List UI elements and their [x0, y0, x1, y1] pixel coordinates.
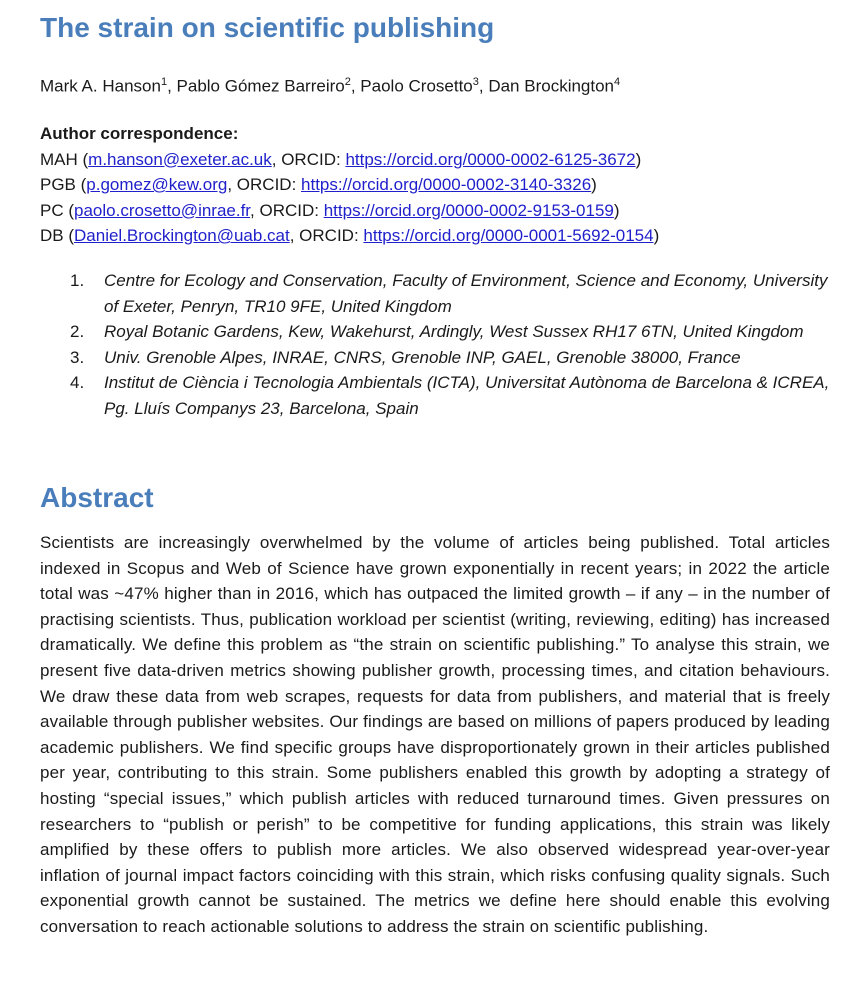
affiliation-item: [70, 345, 840, 371]
abstract-text: Scientists are increasingly overwhelmed by the volume of articles being published. Total articles indexed in Scopus and Web of Science have grown exponentially in recent years; in 2022 the article total was ~47% higher than in 2016, which has outpaced the limited growth – if any – in the number of practising scientists. Thus, publication workload per scientist (writing, reviewing, editing) has increased dramatically. We define this problem as “the strain on scientific publishing.” To analyse this strain, we present five data-driven metrics showing publisher growth, processing times, and citation behaviours. We draw these data from web scrapes, requests for data from publishers, and material that is freely available through publisher websites. Our findings are based on millions of papers produced by leading academic publishers. We find specific groups have disproportionately grown in their articles published per year, contributing to this strain. Some publishers enabled this growth by adopting a strategy of hosting “special issues,” which publish articles with reduced turnaround times. Given pressures on researchers to “publish or perish” to be competitive for funding applications, this strain was likely amplified by these offers to publish more articles. We also observed widespread year-over-year inflation of journal impact factors coinciding with this strain, which risks confusing quality signals. Such exponential growth cannot be sustained. The metrics we define here should enable this evolving conversation to reach actionable solutions to address the strain on scientific publishing.: [40, 533, 830, 936]
affiliation-text: Institut de Ciència i Tecnologia Ambientals (ICTA), Universitat Autònoma de Barcelona & ICREA, Pg. Lluís Companys 23, Barcelona, Spain: [104, 373, 830, 418]
correspondence-entry: DB (Daniel.Brockington@uab.cat, ORCID: https://orcid.org/0000-0001-5692-0154): [40, 226, 660, 245]
affiliation-text: Royal Botanic Gardens, Kew, Wakehurst, Ardingly, West Sussex RH17 6TN, United Kingdom: [104, 322, 804, 341]
author-initials: PC: [40, 200, 64, 220]
author-name: Dan Brockington: [488, 76, 615, 96]
author-name: Pablo Gómez Barreiro: [176, 76, 345, 96]
affiliation-list: [70, 268, 840, 421]
affiliation-number: 4.: [70, 373, 85, 392]
author-affiliation-number: 1: [160, 76, 168, 88]
correspondence-heading: Author correspondence:: [40, 124, 239, 143]
affiliation-item: [70, 268, 840, 319]
email-link[interactable]: Daniel.Brockington@uab.cat: [74, 226, 290, 245]
author-correspondence: [40, 121, 830, 249]
author-affiliation-number: 3: [472, 76, 479, 88]
affiliation-number: 1.: [70, 271, 85, 290]
affiliation-number: 3.: [70, 347, 85, 367]
affiliation-item: [70, 319, 840, 345]
affiliation-item: [70, 370, 840, 421]
author-initials: PGB: [40, 175, 76, 194]
paper-title: The strain on scientific publishing: [40, 12, 495, 43]
correspondence-entry: PGB (p.gomez@kew.org, ORCID: https://orcid.org/0000-0002-3140-3326): [40, 175, 597, 194]
affiliation-number: 2.: [70, 322, 85, 341]
orcid-link[interactable]: https://orcid.org/0000-0002-6125-3672: [345, 149, 636, 169]
correspondence-entry: PC (paolo.crosetto@inrae.fr, ORCID: https://orcid.org/0000-0002-9153-0159): [40, 200, 620, 220]
email-link[interactable]: m.hanson@exeter.ac.uk: [88, 149, 272, 169]
orcid-link[interactable]: https://orcid.org/0000-0001-5692-0154: [363, 226, 654, 245]
author-name: Mark A. Hanson: [40, 76, 161, 96]
author-list: Mark A. Hanson$^1$, Pablo Gómez Barreiro$^2$, Paolo Crosetto$^3$, Dan Brockington$^4$: [40, 76, 621, 96]
email-link[interactable]: paolo.crosetto@inrae.fr: [74, 200, 251, 220]
author-affiliation-number: 4: [614, 76, 621, 88]
affiliation-text: Univ. Grenoble Alpes, INRAE, CNRS, Grenoble INP, GAEL, Grenoble 38000, France: [104, 347, 741, 367]
affiliation-text: Centre for Ecology and Conservation, Faculty of Environment, Science and Economy, University of Exeter, Penryn, TR10 9FE, United Kingdom: [104, 271, 828, 316]
author-initials: DB: [40, 226, 64, 245]
author-initials: MAH: [40, 149, 78, 169]
abstract-heading: Abstract: [40, 482, 154, 513]
email-link[interactable]: p.gomez@kew.org: [86, 175, 228, 194]
author-affiliation-number: 2: [344, 76, 351, 88]
orcid-link[interactable]: https://orcid.org/0000-0002-3140-3326: [301, 175, 592, 194]
correspondence-entry: MAH (m.hanson@exeter.ac.uk, ORCID: https://orcid.org/0000-0002-6125-3672): [40, 149, 642, 169]
orcid-link[interactable]: https://orcid.org/0000-0002-9153-0159: [323, 200, 614, 220]
author-name: Paolo Crosetto: [360, 76, 473, 96]
